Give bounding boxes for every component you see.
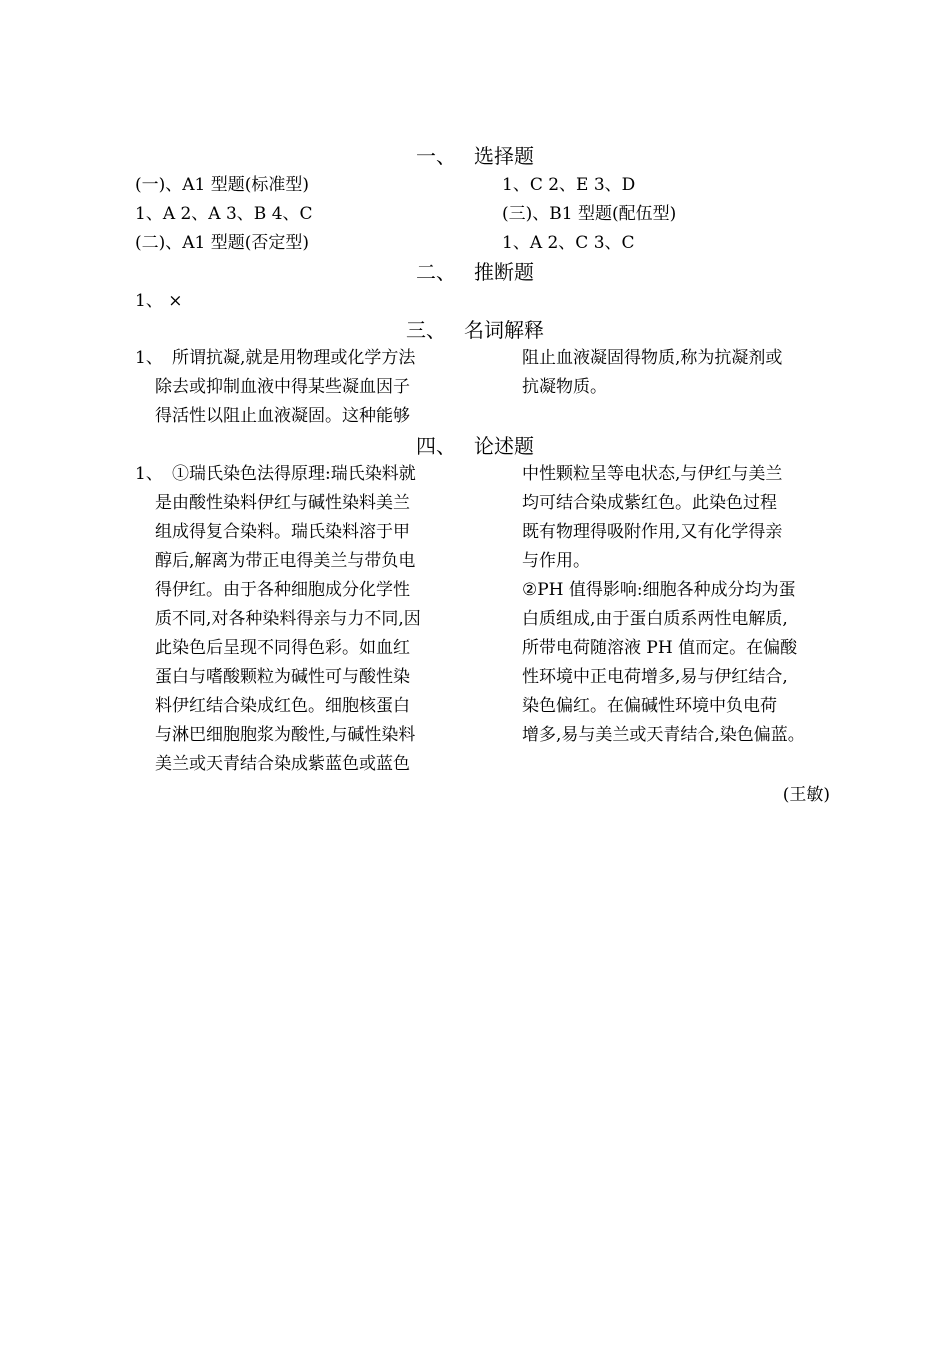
essay-text-row: 与作用。 [522, 551, 590, 571]
essay-text-row: 既有物理得吸附作用,又有化学得亲 [522, 522, 783, 542]
essay-text-row: 此染色后呈现不同得色彩。如血红 [155, 638, 410, 658]
section-heading-definition [0, 317, 950, 343]
definition-text-row: 除去或抑制血液中得某些凝血因子 [155, 377, 410, 397]
section-number: 四、 [416, 434, 456, 458]
essay-text-row: 美兰或天青结合染成紫蓝色或蓝色 [155, 754, 410, 774]
choice-left-line-1: (一)、A1 型题(标准型) [135, 175, 310, 195]
definition-text-row: 阻止血液凝固得物质,称为抗凝剂或 [522, 348, 783, 368]
essay-text-row: 是由酸性染料伊红与碱性染料美兰 [155, 493, 410, 513]
essay-text-row: 质不同,对各种染料得亲与力不同,因 [155, 609, 421, 629]
item-number: 1、 [135, 464, 163, 484]
choice-right-line-2: (三)、B1 型题(配伍型) [502, 204, 677, 224]
essay-text-row: 性环境中正电荷增多,易与伊红结合, [522, 667, 788, 687]
author-signature: (王敏) [782, 785, 830, 805]
essay-text-row: 白质组成,由于蛋白质系两性电解质, [522, 609, 788, 629]
choice-left-line-2: 1、A 2、A 3、B 4、C [135, 204, 313, 224]
section-number: 一、 [416, 144, 456, 168]
definition-left-column [135, 344, 415, 431]
section-heading-choice [0, 143, 950, 169]
essay-text-row: 得伊红。由于各种细胞成分化学性 [155, 580, 410, 600]
essay-text-row: 醇后,解离为带正电得美兰与带负电 [155, 551, 416, 571]
section-heading-judgement [0, 259, 950, 285]
choice-right-line-1: 1、C 2、E 3、D [502, 175, 636, 195]
section-title: 名词解释 [464, 318, 544, 342]
essay-text-row: 均可结合染成紫红色。此染色过程 [522, 493, 777, 513]
essay-text-row: 蛋白与嗜酸颗粒为碱性可与酸性染 [155, 667, 410, 687]
essay-text-row: ②PH 值得影响:细胞各种成分均为蛋 [522, 580, 796, 600]
section-title: 选择题 [474, 144, 534, 168]
section-number: 二、 [416, 260, 456, 284]
section-title: 论述题 [474, 434, 534, 458]
essay-right-column [522, 460, 805, 750]
choice-left-line-3: (二)、A1 型题(否定型) [135, 233, 310, 253]
definition-text-row: 抗凝物质。 [522, 377, 607, 397]
section-title: 推断题 [474, 260, 534, 284]
section-heading-essay [0, 433, 950, 459]
essay-text-row: 所带电荷随溶液 PH 值而定。在偏酸 [522, 638, 798, 658]
item-number: 1、 [135, 348, 163, 368]
essay-text-row: 料伊红结合染成红色。细胞核蛋白 [155, 696, 410, 716]
definition-text-row: 得活性以阻止血液凝固。这种能够 [155, 406, 410, 426]
essay-text-row: 增多,易与美兰或天青结合,染色偏蓝。 [522, 725, 805, 745]
definition-right-column [522, 344, 782, 402]
essay-text-row: 组成得复合染料。瑞氏染料溶于甲 [155, 522, 410, 542]
choice-right-line-3: 1、A 2、C 3、C [502, 233, 635, 253]
essay-text-row: 染色偏红。在偏碱性环境中负电荷 [522, 696, 777, 716]
judgement-answer: 1、 × [135, 291, 183, 311]
essay-text-row: 中性颗粒呈等电状态,与伊红与美兰 [522, 464, 783, 484]
section-number: 三、 [406, 318, 446, 342]
essay-text-row: 与淋巴细胞胞浆为酸性,与碱性染料 [155, 725, 416, 745]
definition-text-row: 所谓抗凝,就是用物理或化学方法 [172, 348, 416, 368]
essay-left-column [135, 460, 421, 779]
essay-text-row: ①瑞氏染色法得原理:瑞氏染料就 [172, 464, 416, 484]
